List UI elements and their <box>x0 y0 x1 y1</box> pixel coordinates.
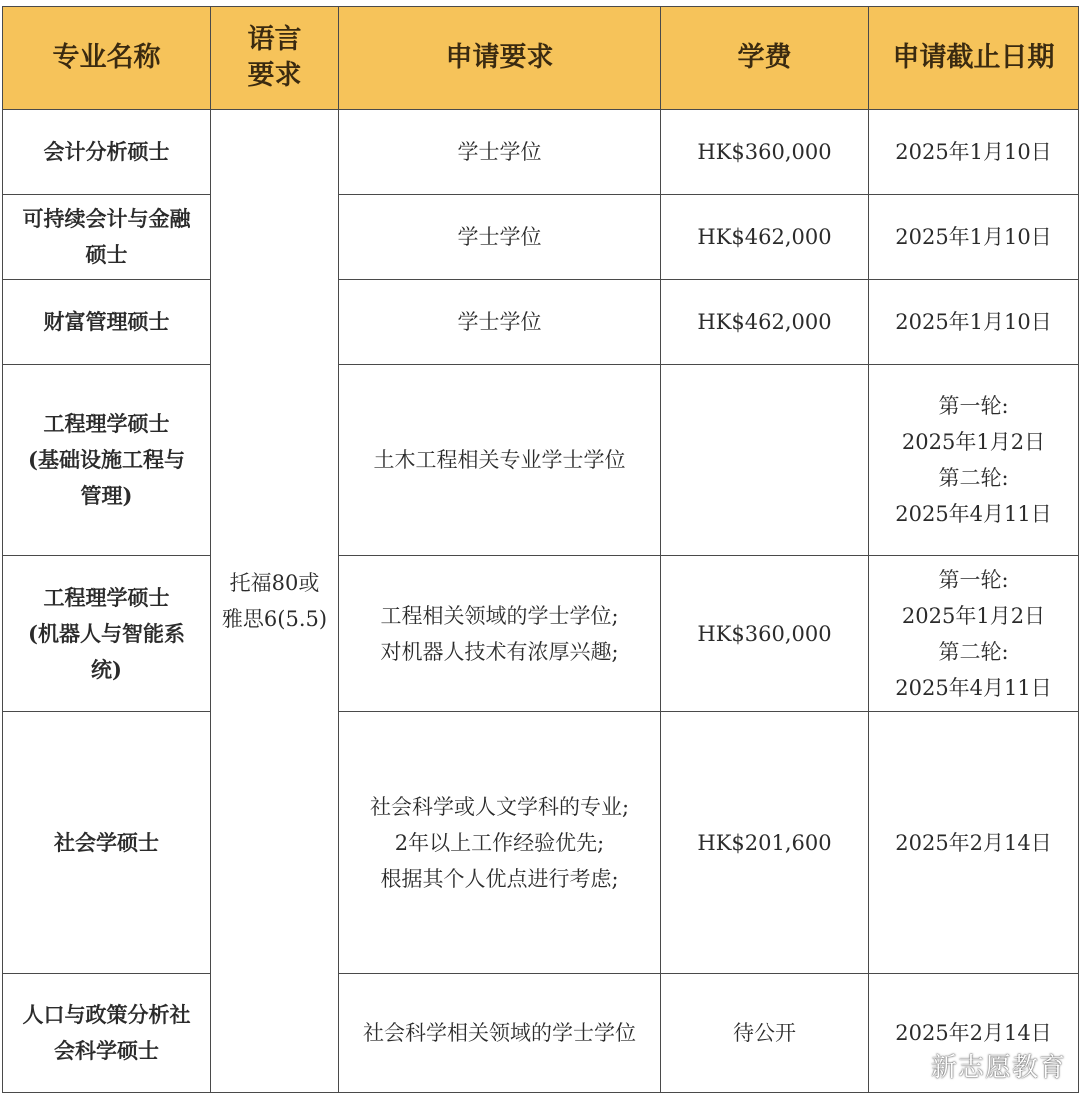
deadline <box>869 365 1079 556</box>
table-row <box>3 365 1079 556</box>
deadline-line: 2025年2月14日 <box>895 1021 1052 1045</box>
fee: HK$462,000 <box>661 280 869 365</box>
program-name-line: 管理) <box>80 483 133 508</box>
program-name <box>3 110 211 195</box>
program-name-line: 硕士 <box>85 242 128 267</box>
requirement-line: 学士学位 <box>457 225 542 249</box>
table-row <box>3 974 1079 1093</box>
program-name <box>3 195 211 280</box>
program-name <box>3 974 211 1093</box>
program-name-line: 社会学硕士 <box>54 829 159 855</box>
deadline-line: 2025年1月2日 <box>901 430 1046 454</box>
deadline-line: 第一轮: <box>938 394 1009 418</box>
header-language-text: 语言要求 <box>247 24 302 91</box>
requirements <box>339 365 661 556</box>
program-name <box>3 365 211 556</box>
deadline <box>869 712 1079 974</box>
table-row <box>3 110 1079 195</box>
program-name-line: (基础设施工程与 <box>28 447 185 472</box>
requirements <box>339 195 661 280</box>
header-requirements: 申请要求 <box>339 7 661 110</box>
program-name-line: 工程理学硕士 <box>43 411 170 436</box>
fee <box>661 365 869 556</box>
program-name-line: 工程理学硕士 <box>43 584 170 610</box>
header-language <box>211 7 339 110</box>
language-line: 雅思6(5.5) <box>221 607 328 631</box>
deadline-line: 2025年1月10日 <box>895 140 1052 164</box>
deadline-line: 2025年1月10日 <box>895 225 1052 249</box>
program-name-line: 财富管理硕士 <box>43 309 170 334</box>
watermark: 新志愿教育 <box>930 1053 1066 1083</box>
program-name <box>3 280 211 365</box>
requirements <box>339 556 661 712</box>
deadline-line: 第二轮: <box>938 466 1009 490</box>
deadline <box>869 280 1079 365</box>
fee: HK$201,600 <box>661 712 869 974</box>
requirement-line: 工程相关领域的学士学位; <box>380 603 619 628</box>
requirement-line: 对机器人技术有浓厚兴趣; <box>380 639 619 664</box>
requirements <box>339 280 661 365</box>
requirements <box>339 974 661 1093</box>
program-name-line: 人口与政策分析社 <box>22 1002 191 1027</box>
language-requirement <box>211 110 339 1093</box>
header-fee: 学费 <box>661 7 869 110</box>
fee: HK$462,000 <box>661 195 869 280</box>
deadline-line: 第二轮: <box>938 639 1009 664</box>
deadline-line: 2025年1月10日 <box>895 310 1052 334</box>
table-row <box>3 195 1079 280</box>
table-row <box>3 280 1079 365</box>
requirement-line: 2年以上工作经验优先; <box>394 830 605 855</box>
program-name-line: (机器人与智能系 <box>28 620 185 646</box>
program-name <box>3 712 211 974</box>
deadline-line: 第一轮: <box>938 567 1009 592</box>
requirement-line: 学士学位 <box>457 140 542 164</box>
program-name-line: 统) <box>91 656 122 682</box>
table-row <box>3 712 1079 974</box>
fee: HK$360,000 <box>661 110 869 195</box>
requirements <box>339 110 661 195</box>
deadline-line: 2025年4月11日 <box>895 675 1052 700</box>
requirement-line: 根据其个人优点进行考虑; <box>380 866 619 891</box>
table-row <box>3 556 1079 712</box>
programs-table <box>2 6 1079 1093</box>
deadline <box>869 110 1079 195</box>
program-name-line: 会科学硕士 <box>54 1038 159 1063</box>
language-line: 托福80或 <box>229 571 320 595</box>
program-name-line: 可持续会计与金融 <box>22 206 191 231</box>
deadline-line: 2025年4月11日 <box>895 502 1052 526</box>
requirement-line: 学士学位 <box>457 310 542 334</box>
deadline-line: 2025年2月14日 <box>895 830 1052 855</box>
deadline <box>869 556 1079 712</box>
requirement-line: 社会科学相关领域的学士学位 <box>363 1021 636 1045</box>
requirement-line: 社会科学或人文学科的专业; <box>369 794 630 819</box>
header-deadline: 申请截止日期 <box>869 7 1079 110</box>
fee: HK$360,000 <box>661 556 869 712</box>
requirement-line: 土木工程相关专业学士学位 <box>373 448 626 472</box>
header-program: 专业名称 <box>3 7 211 110</box>
deadline <box>869 195 1079 280</box>
program-name-line: 会计分析硕士 <box>43 139 170 164</box>
requirements <box>339 712 661 974</box>
header-row <box>3 7 1079 110</box>
fee: 待公开 <box>661 974 869 1093</box>
deadline-line: 2025年1月2日 <box>901 603 1046 628</box>
program-name <box>3 556 211 712</box>
